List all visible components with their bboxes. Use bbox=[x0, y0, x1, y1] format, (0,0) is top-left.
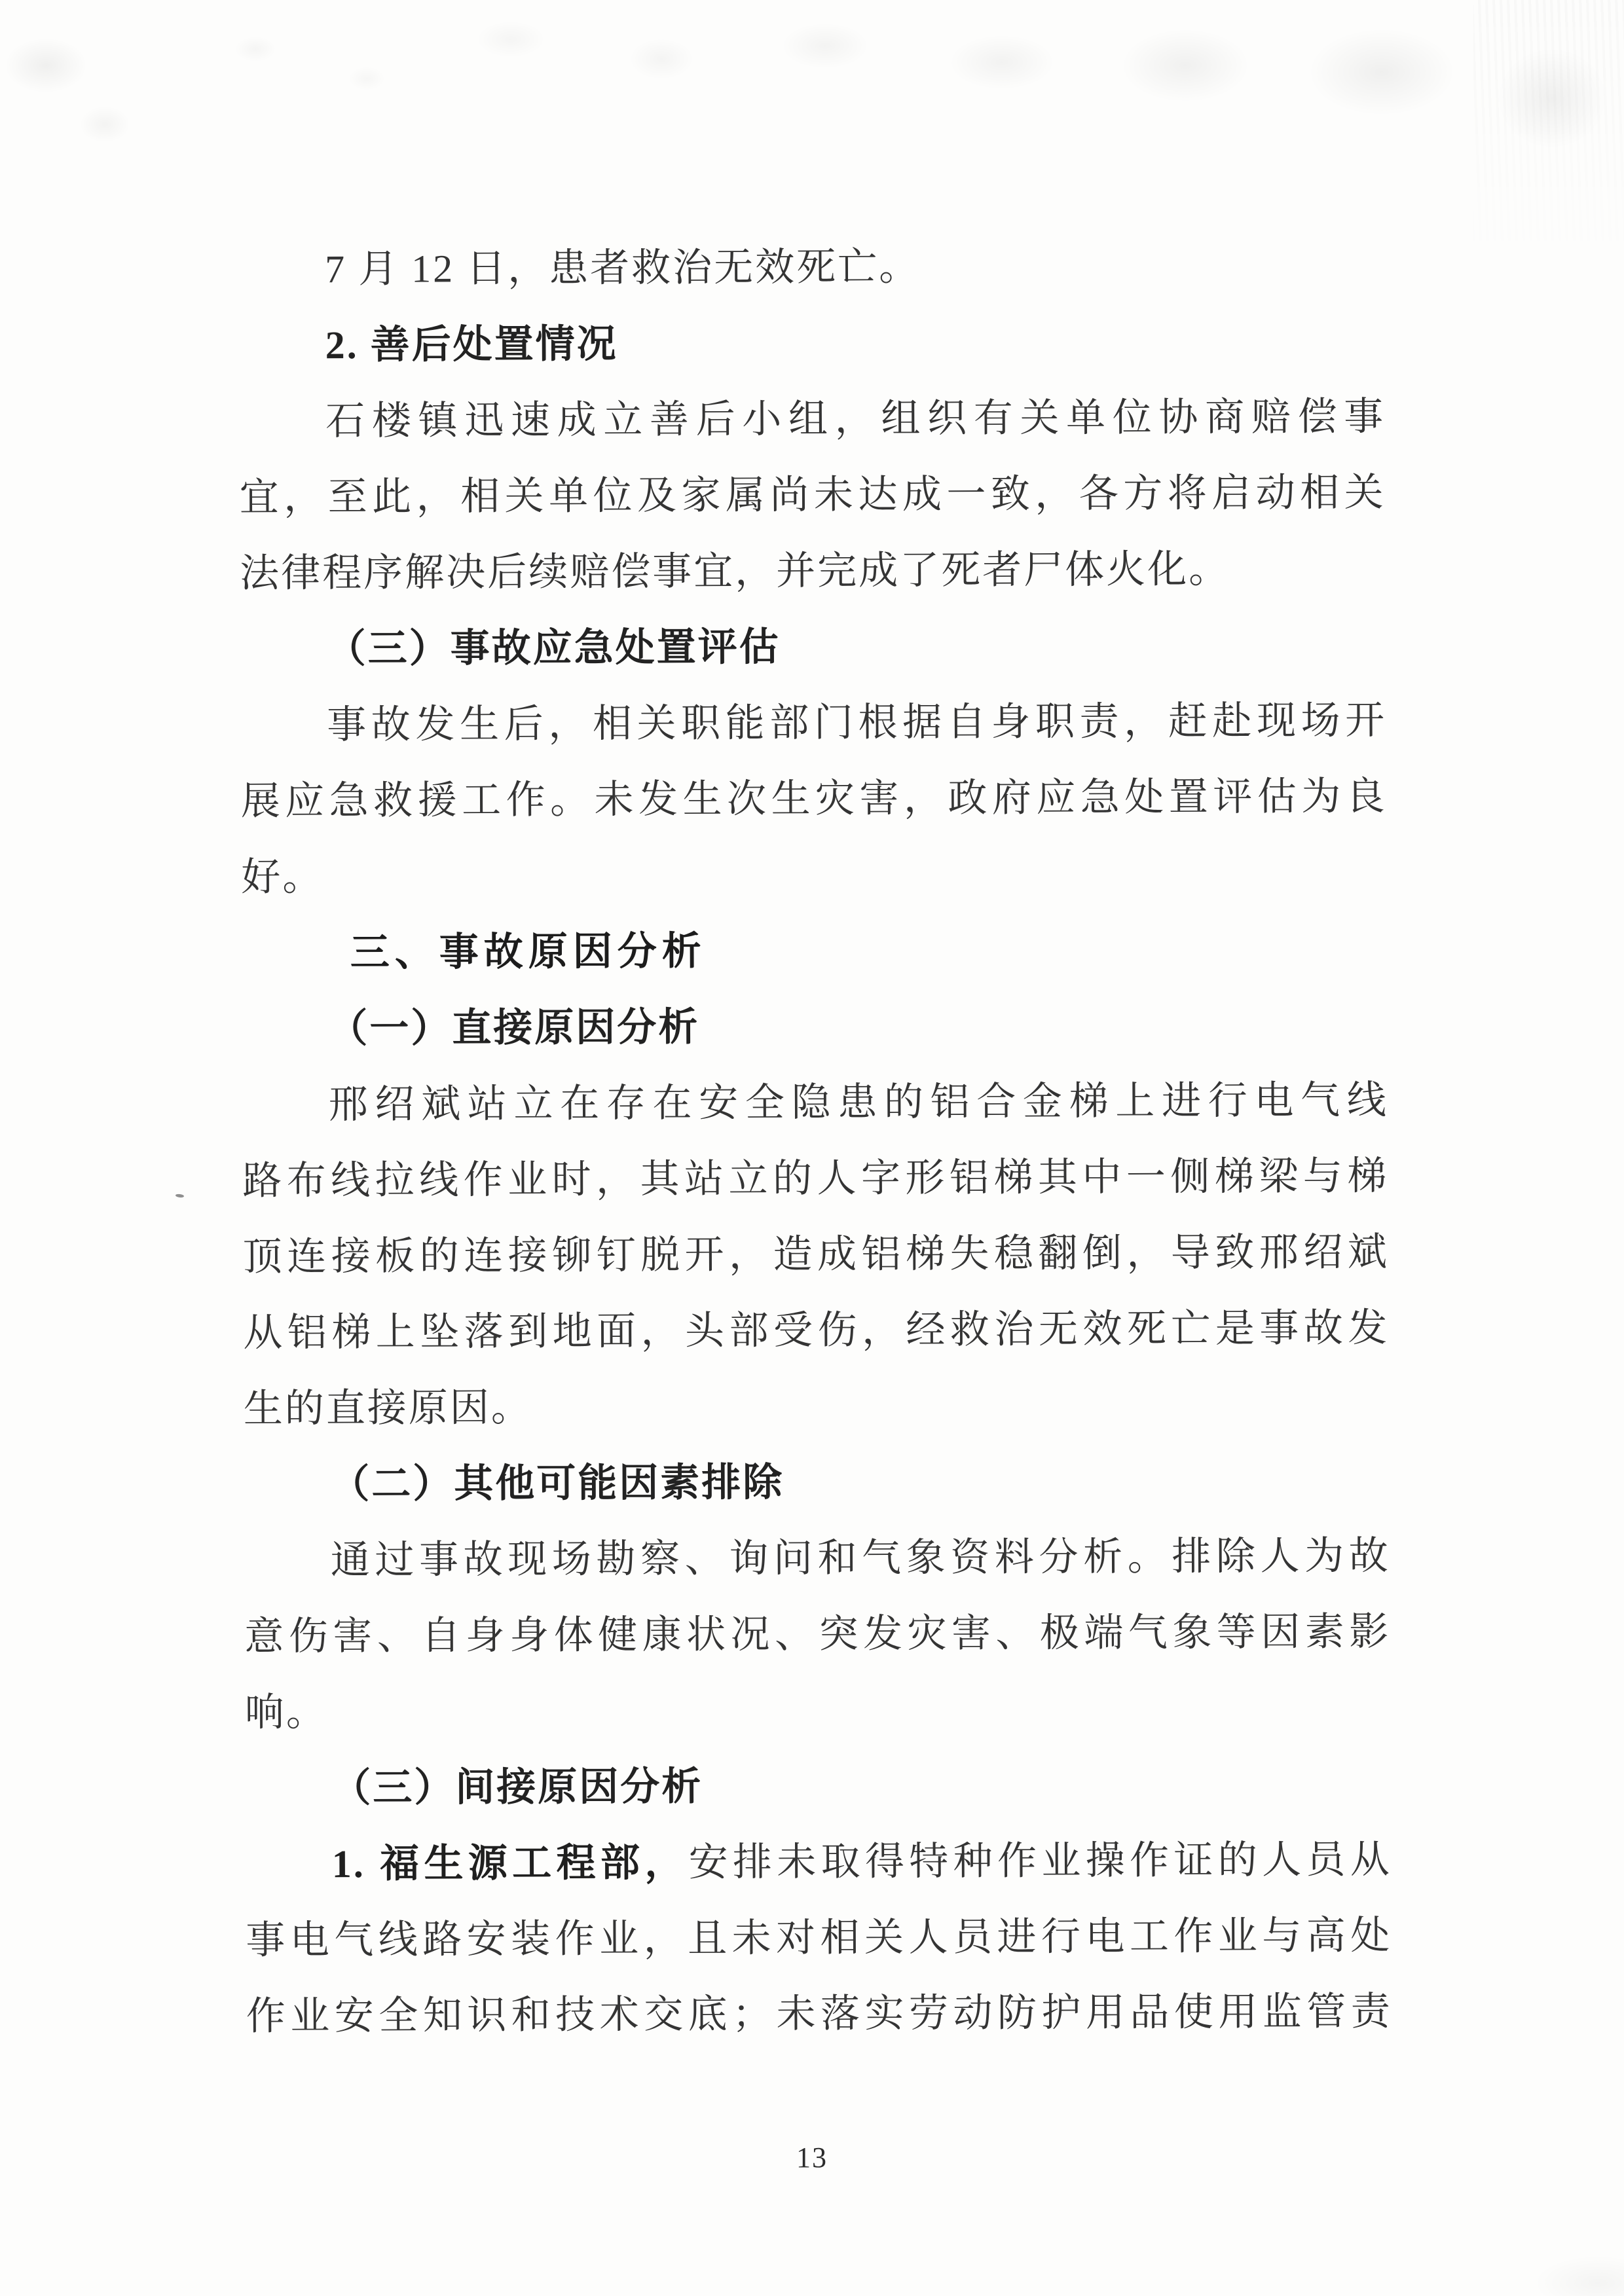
text-segment: 法律程序解决后续赔偿事宜，并完成了死者尸体火化。 bbox=[240, 547, 1230, 595]
text-segment: 事故发生后，相关职能部门根据自身职责，赶赴现场开 bbox=[327, 699, 1387, 747]
text-segment: 通过事故现场勘察、询问和气象资料分析。排除人为故 bbox=[330, 1534, 1390, 1582]
text-line bbox=[242, 1138, 1388, 1219]
text-segment: 安排未取得特种作业操作证的人员从 bbox=[688, 1838, 1392, 1884]
bold-text-segment: （一）直接原因分析 bbox=[328, 1005, 700, 1051]
text-segment: 邢绍斌站立在存在安全隐患的铝合金梯上进行电气线 bbox=[328, 1078, 1388, 1127]
text-line bbox=[240, 758, 1386, 839]
text-segment: 7 月 12 日，患者救治无效死亡。 bbox=[325, 245, 921, 291]
scan-speck bbox=[175, 1194, 185, 1198]
page-number: 13 bbox=[796, 2141, 828, 2174]
text-line bbox=[246, 1897, 1392, 1978]
text-line bbox=[243, 1290, 1389, 1371]
text-line bbox=[240, 530, 1386, 611]
text-line bbox=[244, 1518, 1390, 1599]
document-body bbox=[238, 227, 1392, 2054]
text-line bbox=[238, 227, 1384, 308]
text-line bbox=[242, 986, 1388, 1067]
text-segment: 石楼镇迅速成立善后小组，组织有关单位协商赔偿事 bbox=[325, 395, 1386, 443]
text-line bbox=[241, 910, 1387, 991]
text-line bbox=[244, 1366, 1390, 1447]
text-line bbox=[246, 1821, 1392, 1903]
text-line bbox=[244, 1594, 1390, 1675]
text-line bbox=[240, 682, 1386, 763]
text-line bbox=[246, 1973, 1392, 2054]
text-line bbox=[240, 606, 1386, 687]
bold-text-segment: 2. 善后处置情况 bbox=[325, 322, 618, 367]
bold-text-segment: （二）其他可能因素排除 bbox=[330, 1461, 784, 1506]
text-line bbox=[242, 1062, 1388, 1143]
text-segment: 生的直接原因。 bbox=[243, 1385, 532, 1430]
text-segment: 路布线拉线作业时，其站立的人字形铝梯其中一侧梯梁与梯 bbox=[242, 1154, 1389, 1203]
bold-text-segment: （三）事故应急处置评估 bbox=[326, 625, 781, 671]
bold-text-segment: 1. 福生源工程部， bbox=[331, 1840, 689, 1886]
text-line bbox=[245, 1669, 1391, 1751]
text-segment: 展应急救援工作。未发生次生灾害，政府应急处置评估为良 bbox=[240, 774, 1387, 823]
text-segment: 事电气线路安装作业，且未对相关人员进行电工作业与高处 bbox=[246, 1914, 1392, 1962]
text-line bbox=[239, 454, 1385, 536]
bold-text-segment: （三）间接原因分析 bbox=[331, 1764, 703, 1810]
text-line bbox=[243, 1214, 1389, 1295]
scan-noise-top bbox=[0, 0, 1624, 157]
text-line bbox=[244, 1442, 1390, 1523]
text-segment: 作业安全知识和技术交底；未落实劳动防护用品使用监管责 bbox=[246, 1990, 1392, 2038]
bold-text-segment: 三、事故原因分析 bbox=[350, 928, 707, 975]
text-line bbox=[245, 1745, 1391, 1827]
scan-noise-right bbox=[1473, 0, 1624, 282]
text-segment: 好。 bbox=[241, 855, 324, 899]
text-segment: 从铝梯上坠落到地面，头部受伤，经救治无效死亡是事故发 bbox=[243, 1306, 1390, 1355]
text-segment: 顶连接板的连接铆钉脱开，造成铝梯失稳翻倒，导致邢绍斌 bbox=[242, 1230, 1389, 1279]
text-line bbox=[241, 834, 1387, 915]
text-line bbox=[239, 378, 1385, 460]
text-line bbox=[238, 302, 1384, 384]
scan-noise-bottom bbox=[1428, 2217, 1624, 2296]
text-segment: 宜，至此，相关单位及家属尚未达成一致，各方将启动相关 bbox=[239, 471, 1386, 519]
text-segment: 响。 bbox=[244, 1690, 327, 1734]
text-segment: 意伤害、自身身体健康状况、突发灾害、极端气象等因素影 bbox=[244, 1610, 1391, 1658]
